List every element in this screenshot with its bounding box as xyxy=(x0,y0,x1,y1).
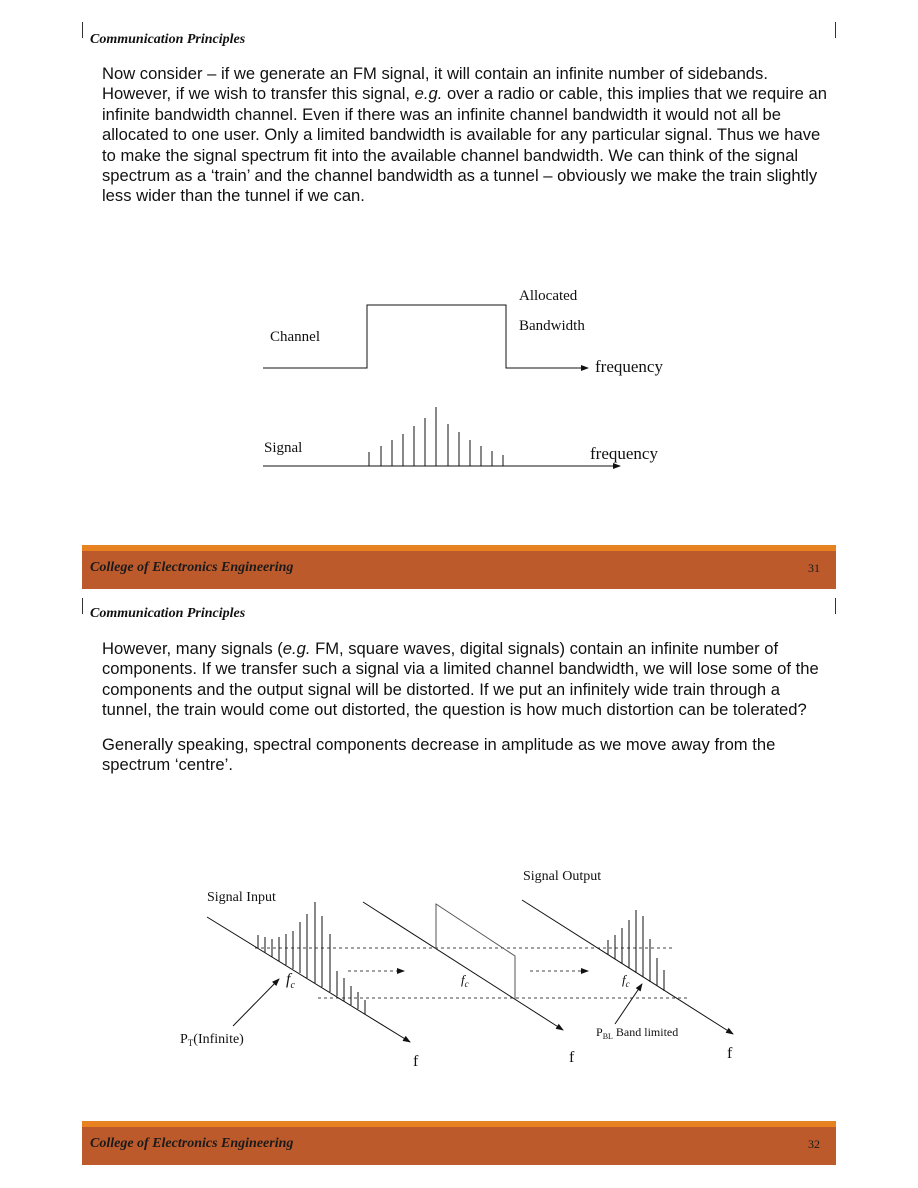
pbl-pointer-arrow xyxy=(615,984,642,1024)
body-paragraph-2: Generally speaking, spectral components decrease in amplitude as we move away from the spectrum ‘centre’. xyxy=(102,734,776,775)
signal-spectral-lines xyxy=(369,407,503,466)
channel-band-shape xyxy=(436,904,515,999)
frequency-label-channel: frequency xyxy=(595,357,663,376)
footer-title: College of Electronics Engineering xyxy=(90,1136,294,1151)
pt-infinite-label: $P_T(Infinite)$ xyxy=(180,1032,244,1048)
fc-label-input: $f_c$ xyxy=(286,971,295,991)
pbl-band-limited-label: $P_{BL}$ Band limited xyxy=(596,1025,679,1041)
fc-label-channel: $f_c$ xyxy=(461,972,469,989)
output-spectral-lines xyxy=(608,910,664,991)
input-axis xyxy=(207,917,410,1042)
bandwidth-label: Bandwidth xyxy=(519,318,585,334)
text-run: However, many signals ( xyxy=(102,639,283,658)
f-label-output: f xyxy=(727,1045,733,1062)
pt-pointer-arrow xyxy=(233,979,279,1026)
text-run: over a radio or cable, this implies that we require an infinite bandwidth channel. Even if there was an infinite channel bandwidth it would not all be allocated to one user. Only a limited bandwidth is available for any particular signal. Thus we have to make the signal spectrum fit into the available channel bandwidth. We can think of the signal spectrum as a ‘train’ and the channel bandwidth as a tunnel – obviously we make the train slightly less wider than the tunnel if we can. xyxy=(102,84,827,206)
allocated-label: Allocated xyxy=(519,288,578,304)
fc-label-output: $f_c$ xyxy=(622,972,630,989)
signal-output-label: Signal Output xyxy=(523,869,602,884)
signal-label: Signal xyxy=(264,440,303,456)
footer-bar xyxy=(82,545,836,589)
output-axis xyxy=(522,900,733,1034)
f-label-channel: f xyxy=(569,1049,575,1066)
band-limiting-diagram xyxy=(0,594,918,1188)
running-head: Communication Principles xyxy=(90,606,246,621)
text-run-italic: e.g. xyxy=(414,84,443,104)
signal-input-label: Signal Input xyxy=(207,890,276,905)
footer-title: College of Electronics Engineering xyxy=(90,560,294,575)
f-label-input: f xyxy=(413,1053,419,1070)
channel-label: Channel xyxy=(270,329,320,345)
text-run: FM, square waves, digital signals) contain an infinite number of components. If we transfer such a signal via a limited channel bandwidth, we will lose some of the components and the output signal will be distorted. If we put an infinitely wide train through a tunnel, the train would come out distorted, the question is how much distortion can be tolerated? xyxy=(102,639,819,720)
running-head: Communication Principles xyxy=(90,32,246,47)
page-number: 31 xyxy=(808,561,820,575)
text-run-italic: e.g. xyxy=(282,639,311,658)
page-32 xyxy=(0,594,918,1188)
footer-bar xyxy=(82,1121,836,1165)
frequency-label-signal: frequency xyxy=(590,444,658,463)
page-number: 32 xyxy=(808,1137,820,1151)
text-run: Now consider – if we generate an FM signal, it will contain an infinite number of sidebands. However, if we wish to transfer this signal, xyxy=(102,64,768,104)
